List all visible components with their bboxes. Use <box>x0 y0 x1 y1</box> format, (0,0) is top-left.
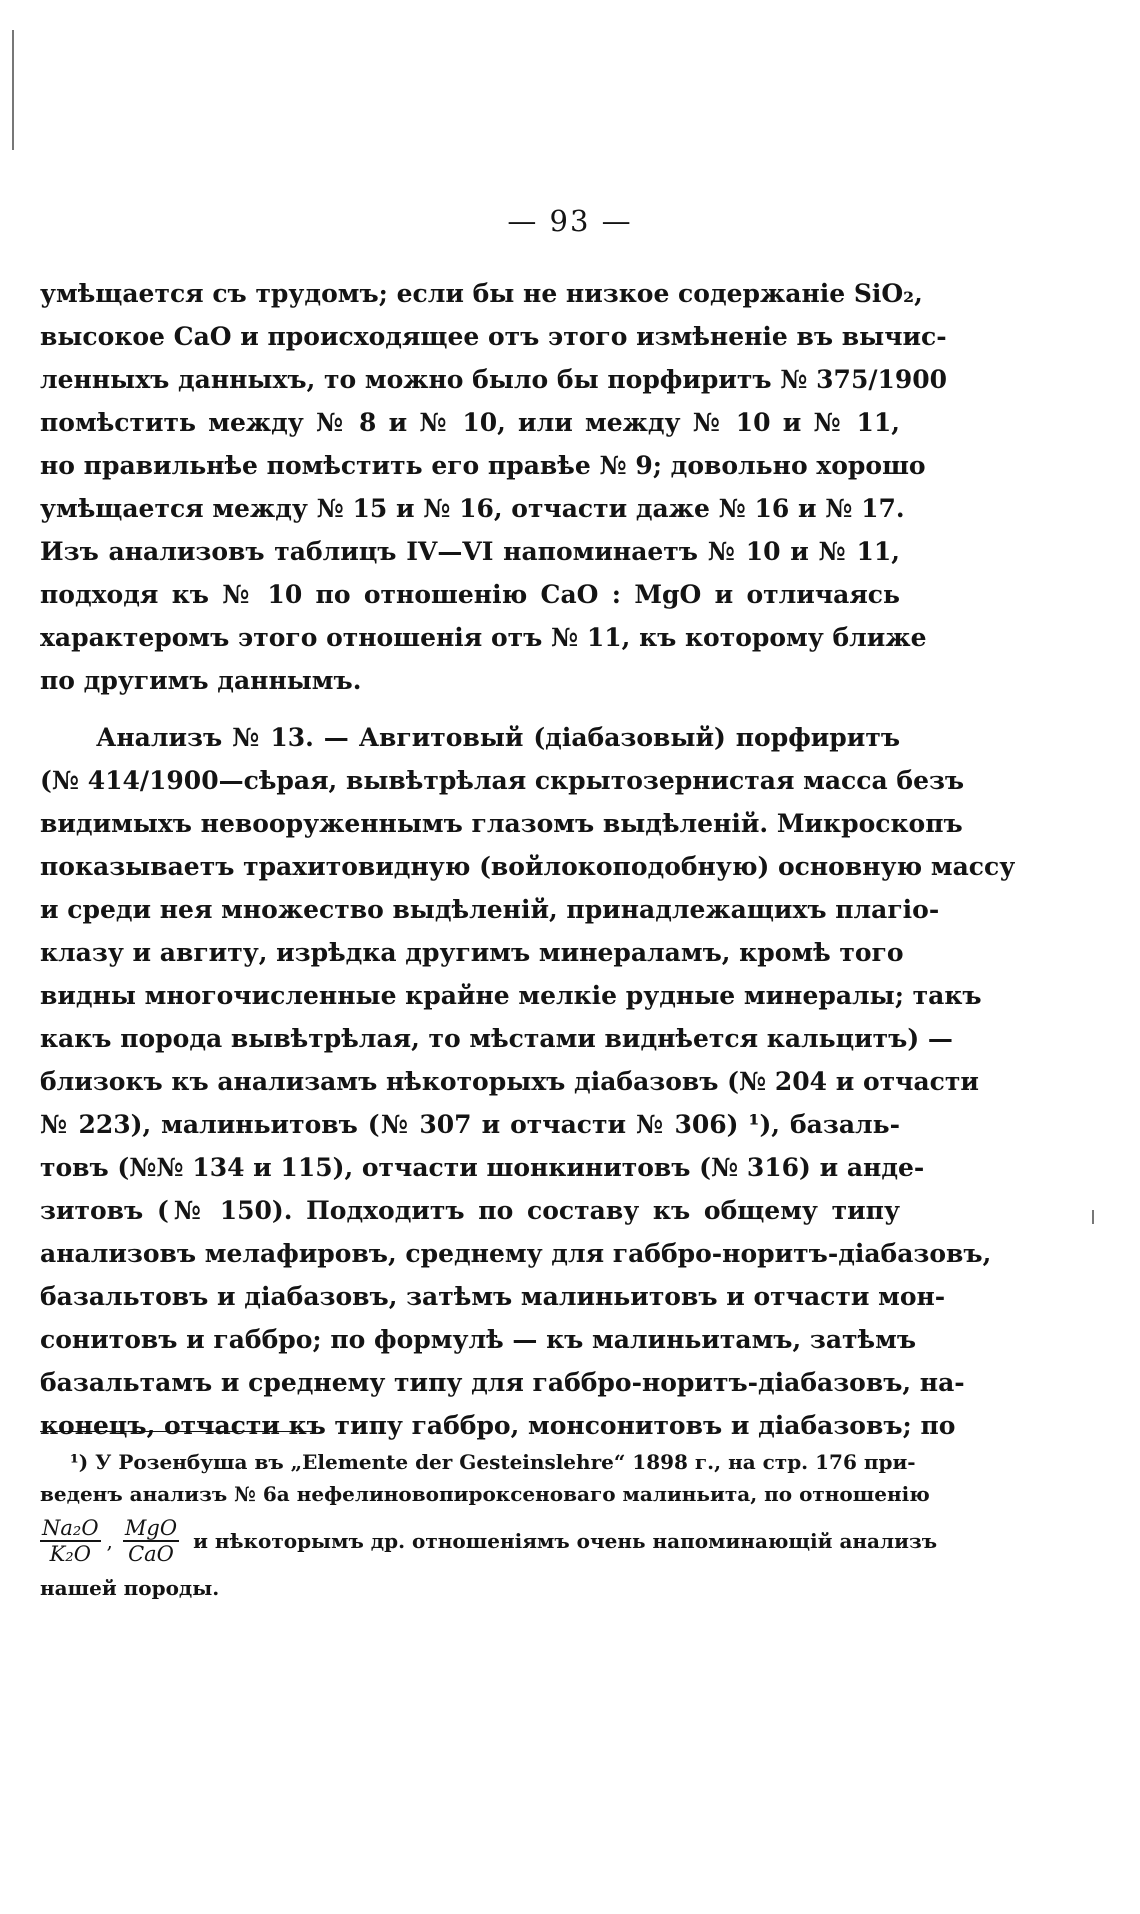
fraction-separator: , <box>106 1529 113 1553</box>
text-line: анализовъ мелафировъ, среднему для габбро-норитъ-діабазовъ, <box>40 1239 992 1268</box>
text-line: ленныхъ данныхъ, то можно было бы порфиритъ № 375/1900 <box>40 365 948 394</box>
text-line: но правильнѣе помѣстить его правѣе № 9; довольно хорошо <box>40 451 926 480</box>
text-line: показываетъ трахитовидную (войлокоподобную) основную массу <box>40 852 1016 881</box>
text-line: товъ (№№ 134 и 115), отчасти шонкинитовъ (№ 316) и анде- <box>40 1153 925 1182</box>
text-line: сонитовъ и габбро; по формулѣ — къ малиньитамъ, затѣмъ <box>40 1325 917 1354</box>
fraction-na2o-k2o <box>40 1516 101 1566</box>
text-line: и среди нея множество выдѣленій, принадлежащихъ плагіо- <box>40 895 940 924</box>
text-line: базальтамъ и среднему типу для габбро-норитъ-діабазовъ, на- <box>40 1368 965 1397</box>
text-line: близокъ къ анализамъ нѣкоторыхъ діабазовъ (№ 204 и отчасти <box>40 1067 979 1096</box>
text-line: какъ порода вывѣтрѣлая, то мѣстами виднѣется кальцитъ) — <box>40 1024 953 1053</box>
fraction-denominator: K₂O <box>49 1542 91 1566</box>
footnote-line: нашей породы. <box>40 1576 220 1600</box>
fraction-denominator: CaO <box>128 1542 174 1566</box>
text-line: Анализъ № 13. — Авгитовый (діабазовый) порфиритъ <box>96 723 900 752</box>
footnote <box>40 1446 938 1604</box>
text-line: № 223), малиньитовъ (№ 307 и отчасти № 306) ¹), базаль- <box>40 1110 900 1139</box>
text-line: помѣстить между № 8 и № 10, или между № 10 и № 11, <box>40 408 900 437</box>
footnote-line: и нѣкоторымъ др. отношеніямъ очень напоминающій анализъ <box>193 1529 938 1553</box>
footnote-line: ¹) У Розенбуша въ „Elemente der Gesteinslehre“ 1898 г., на стр. 176 при- <box>70 1450 916 1474</box>
scan-margin-mark-top <box>12 30 14 150</box>
text-line: характеромъ этого отношенія отъ № 11, къ которому ближе <box>40 623 927 652</box>
text-line: подходя къ № 10 по отношенію CaO : MgO и отличаясь <box>40 580 900 609</box>
text-line: базальтовъ и діабазовъ, затѣмъ малиньитовъ и отчасти мон- <box>40 1282 946 1311</box>
body-text <box>40 272 1016 1447</box>
text-line: зитовъ (№ 150). Подходитъ по составу къ общему типу <box>40 1196 900 1225</box>
fraction-mgo-cao <box>123 1516 179 1566</box>
text-line: Изъ анализовъ таблицъ IV—VI напоминаетъ № 10 и № 11, <box>40 537 900 566</box>
text-line: высокое CaO и происходящее отъ этого измѣненіе въ вычис- <box>40 322 947 351</box>
text-line: по другимъ даннымъ. <box>40 666 362 695</box>
text-line: видимыхъ невооруженнымъ глазомъ выдѣленій. Микроскопъ <box>40 809 963 838</box>
footnote-line: веденъ анализъ № 6а нефелиновопироксеноваго малиньита, по отношенію <box>40 1482 930 1506</box>
paragraph-1 <box>40 272 948 702</box>
page-number: — 93 — <box>507 204 633 238</box>
text-line: (№ 414/1900—сѣрая, вывѣтрѣлая скрытозернистая масса безъ <box>40 766 965 795</box>
footnote-divider <box>40 1431 316 1432</box>
text-line: клазу и авгиту, изрѣдка другимъ минераламъ, кромѣ того <box>40 938 904 967</box>
text-line: умѣщается съ трудомъ; если бы не низкое содержаніе SiO₂, <box>40 279 923 308</box>
paragraph-2 <box>40 716 1016 1447</box>
text-line: умѣщается между № 15 и № 16, отчасти даже № 16 и № 17. <box>40 494 905 523</box>
footnote-formula-line <box>40 1510 938 1572</box>
text-line: видны многочисленные крайне мелкіе рудные минералы; такъ <box>40 981 982 1010</box>
text-line: конецъ, отчасти къ типу габбро, монсонитовъ и діабазовъ; по <box>40 1411 956 1440</box>
scan-margin-mark-right <box>1092 1210 1094 1224</box>
fraction-numerator: MgO <box>124 1516 178 1540</box>
fraction-numerator: Na₂O <box>42 1516 99 1540</box>
